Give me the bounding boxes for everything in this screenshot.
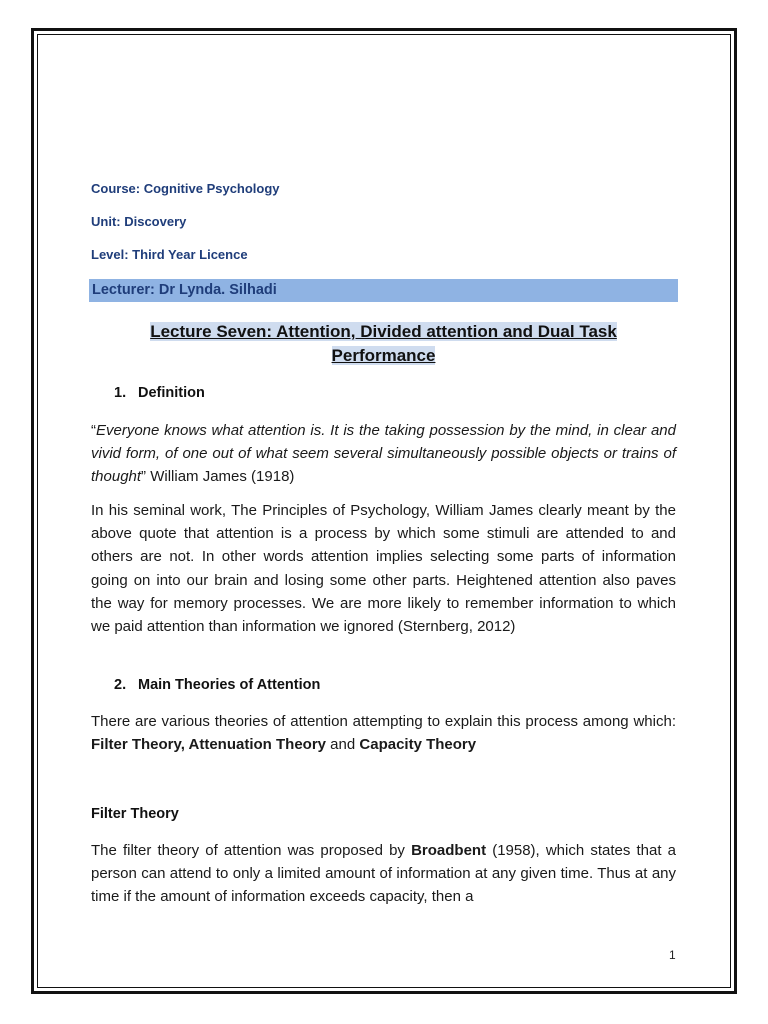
quote-text: Everyone knows what attention is. It is the taking possession by the mind, in clear and vivid form, of one out of what seem several simultaneously possible objects or trains of thought xyxy=(91,422,676,486)
quote-attribution: William James (1918) xyxy=(150,468,295,486)
theories-and: and xyxy=(326,736,360,754)
course-line: Course: Cognitive Psychology xyxy=(91,181,280,196)
unit-line: Unit: Discovery xyxy=(91,214,187,229)
section1-number: 1. xyxy=(114,385,127,401)
filter-theory-paragraph xyxy=(91,839,676,909)
theories-capacity: Capacity Theory xyxy=(359,736,477,754)
filter-theory-heading: Filter Theory xyxy=(91,806,179,822)
lecture-title-line2: Performance xyxy=(331,346,436,365)
lecturer-banner: Lecturer: Dr Lynda. Silhadi xyxy=(89,279,678,302)
lecture-title-line1: Lecture Seven: Attention, Divided attention and Dual Task xyxy=(150,322,617,341)
section1-heading xyxy=(114,385,205,401)
filter-author: Broadbent xyxy=(411,842,487,859)
section1-title: Definition xyxy=(138,385,205,401)
page-number: 1 xyxy=(669,948,676,962)
theories-intro-text: There are various theories of attention attempting to explain this process among which: xyxy=(91,713,676,730)
definition-paragraph: In his seminal work, The Principles of Psychology, William James clearly meant by the above quote that attention is a process by which some stimuli are attended to and others are not. In other words attention implies selecting some parts of information going on into our brain and losing some other parts. Heightened attention also paves the way for memory processes. We are more likely to remember information to which we paid attention than information we ignored (Sternberg, 2012) xyxy=(91,502,676,636)
filter-text-start: The filter theory of attention was proposed by xyxy=(91,842,412,859)
lecture-title xyxy=(91,320,676,368)
theories-filter-attenuation: Filter Theory, Attenuation Theory xyxy=(91,736,327,754)
quote-open: “ xyxy=(91,422,96,439)
section2-number: 2. xyxy=(114,677,127,693)
definition-quote xyxy=(91,419,676,489)
section2-heading xyxy=(114,677,320,693)
level-line: Level: Third Year Licence xyxy=(91,247,248,262)
theories-intro xyxy=(91,710,676,756)
filter-text-end: (1958), which states that a person can attend to only a limited amount of information at any given time. Thus at any time if the amount of information exceeds capacity, then a xyxy=(91,842,676,906)
quote-close: ” xyxy=(141,468,151,486)
section2-title: Main Theories of Attention xyxy=(138,677,321,693)
